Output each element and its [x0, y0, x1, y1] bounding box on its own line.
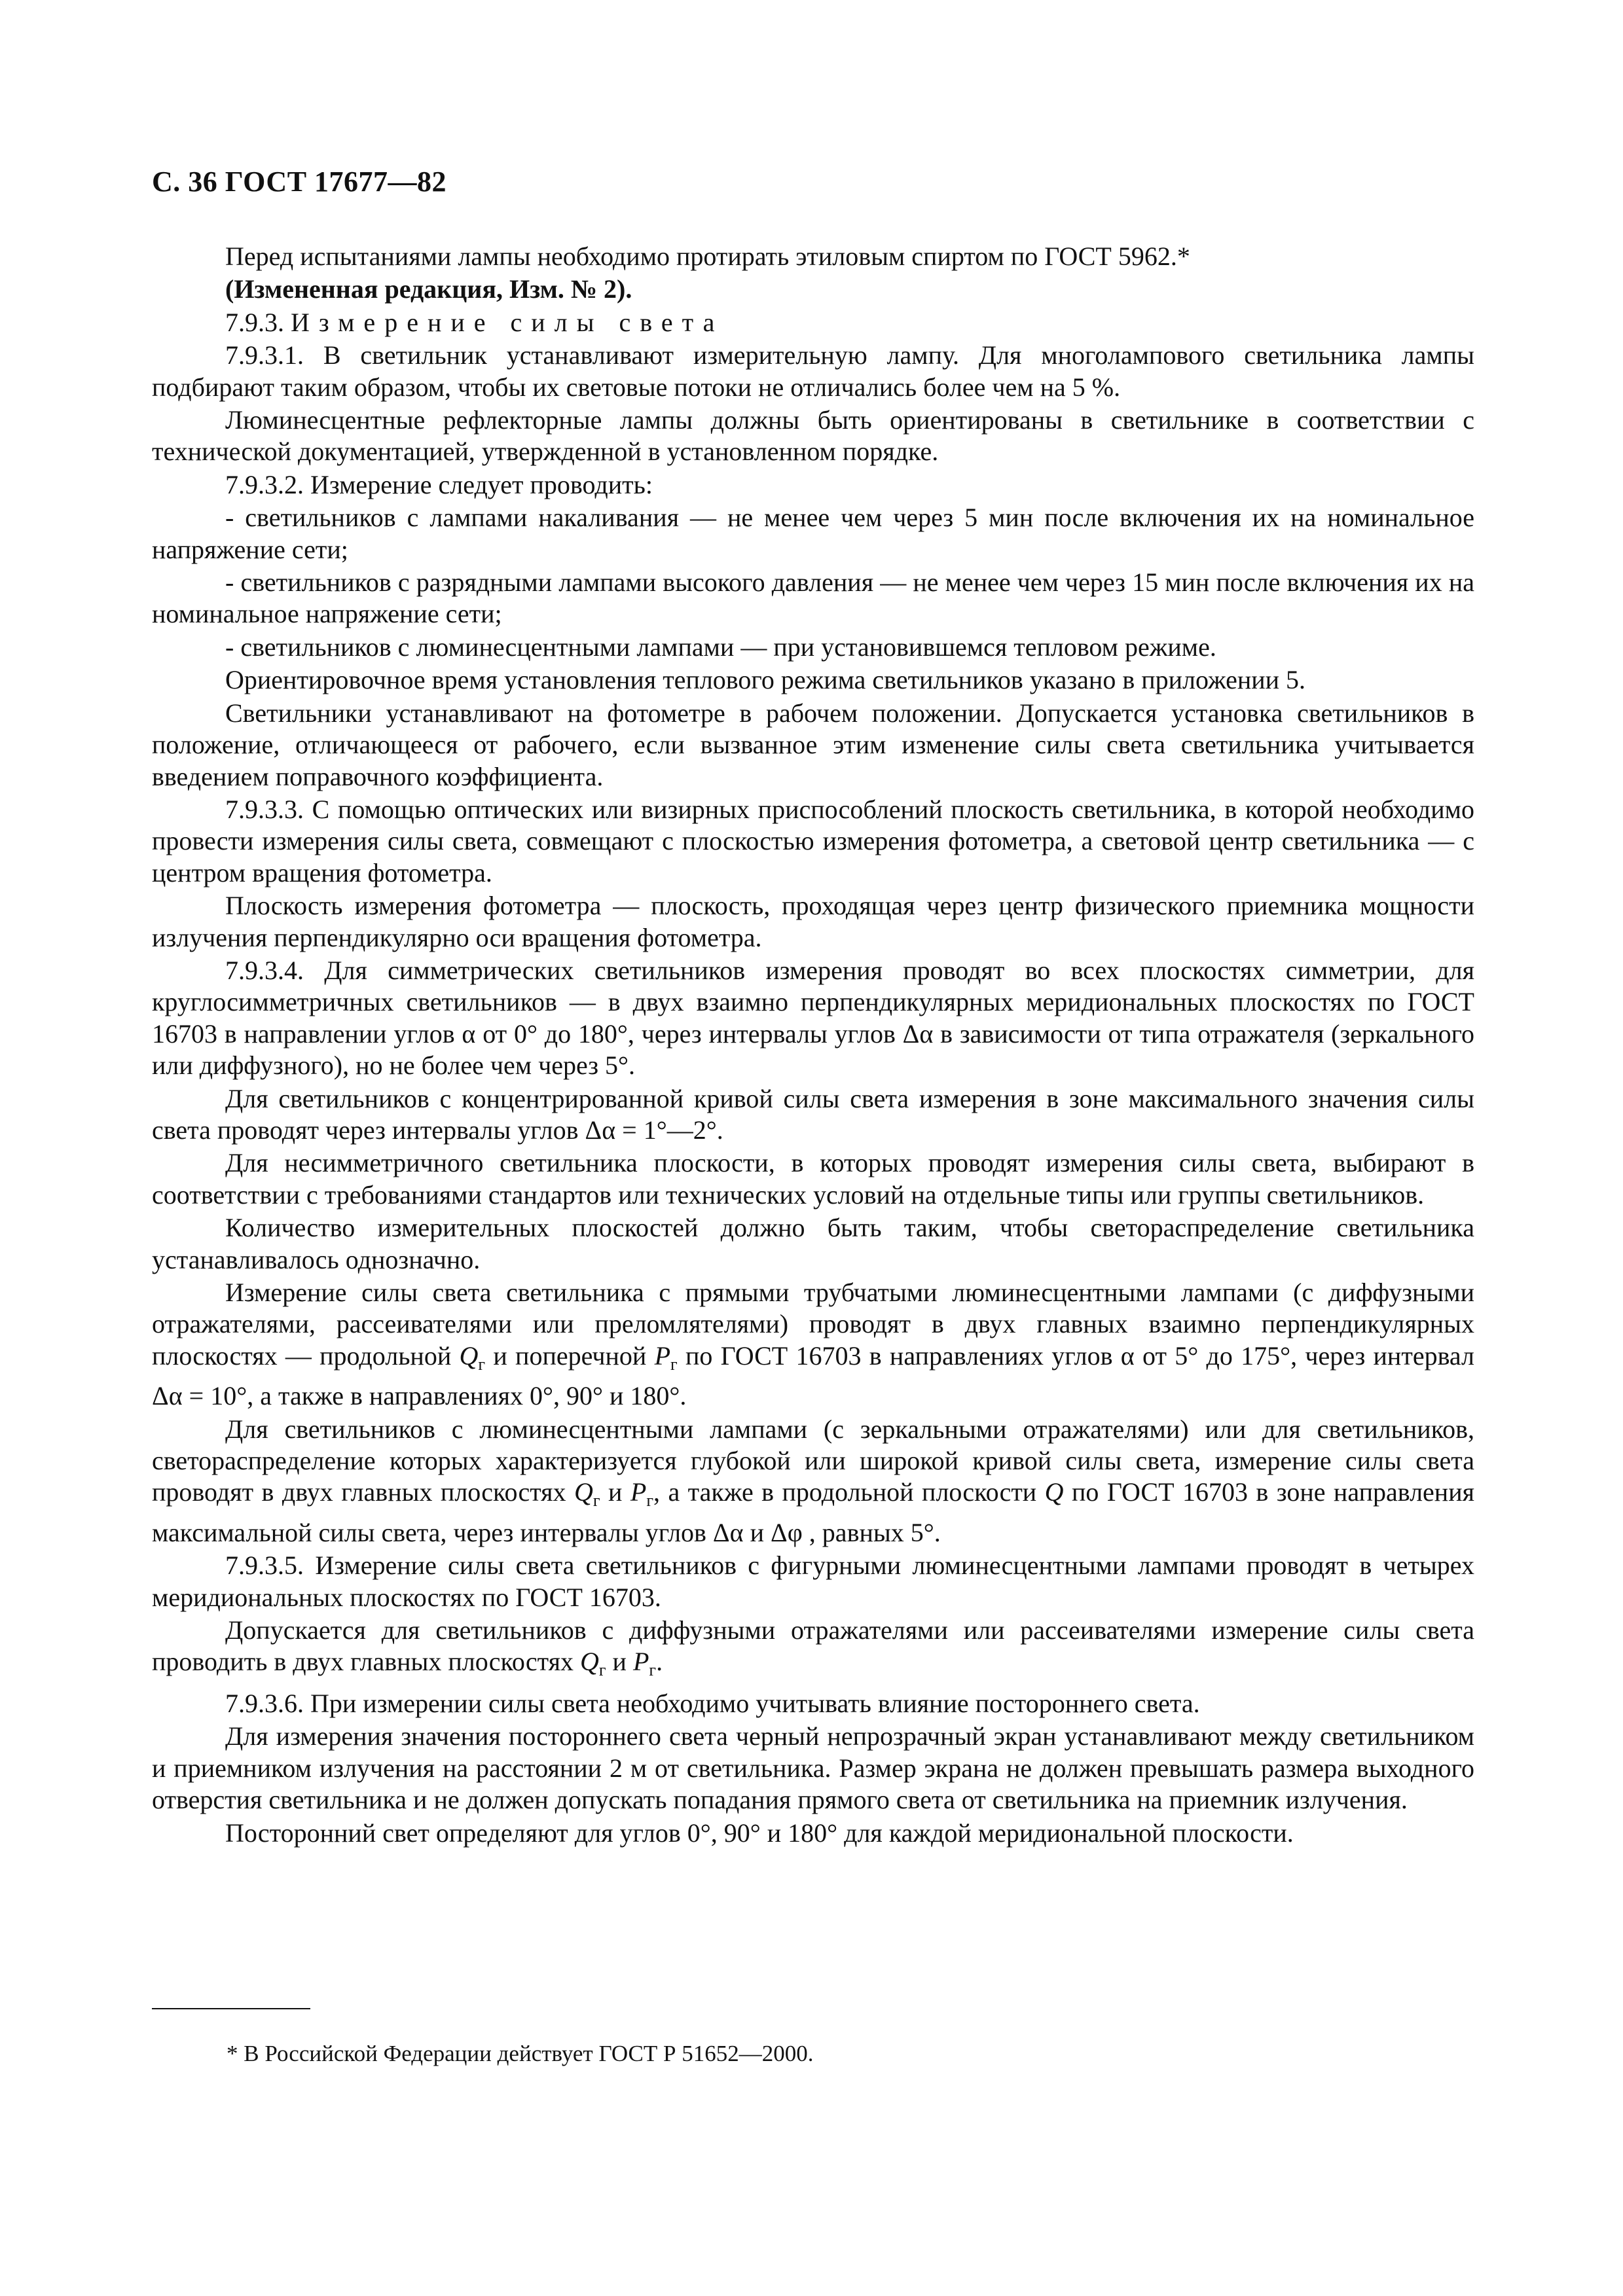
symbol-p: P — [630, 1477, 647, 1507]
document-body — [152, 241, 1474, 1850]
paragraph: 7.9.3.3. С помощью оптических или визирных приспособлений плоскость светильника, в которой необходимо провести измерения силы света, совмещают с плоскостью измерения фотометра, а световой центр светильника — с центром вращения фотометра. — [152, 794, 1474, 888]
list-item: - светильников с разрядными лампами высокого давления — не менее чем через 15 мин после включения их на номинальное напряжение сети; — [152, 567, 1474, 629]
footnote: * В Российской Федерации действует ГОСТ Р 51652—2000. — [227, 2041, 814, 2066]
symbol-p: P — [632, 1647, 649, 1677]
subscript: г — [646, 1491, 654, 1511]
paragraph — [152, 1277, 1474, 1412]
text-run: Допускается для светильников с диффузными отражателями или рассеивателями измерение силы света проводить в двух главных плоскостях — [152, 1615, 1474, 1677]
text-run: и поперечной — [485, 1340, 655, 1371]
subscript: г — [478, 1354, 486, 1374]
paragraph: Люминесцентные рефлекторные лампы должны быть ориентированы в светильнике в соответствии с технической документацией, утвержденной в установленном порядке. — [152, 405, 1474, 467]
list-item: - светильников с люминесцентными лампами — при установившемся тепловом режиме. — [225, 632, 1216, 662]
section-number: 7.9.3. — [225, 307, 284, 337]
symbol-q: Q — [574, 1477, 593, 1507]
paragraph: Ориентировочное время установления теплового режима светильников указано в приложении 5. — [225, 665, 1306, 695]
paragraph: Для несимметричного светильника плоскости, в которых проводят измерения силы света, выбирают в соответствии с требованиями стандартов или технических условий на отдельные типы или группы светильников. — [152, 1148, 1474, 1210]
amendment-note: (Измененная редакция, Изм. № 2). — [225, 274, 632, 304]
paragraph: Светильники устанавливают на фотометре в рабочем положении. Допускается установка светильников в положение, отличающееся от рабочего, если вызванное этим изменение силы света светильника учитывается введением поправочного коэффициента. — [152, 698, 1474, 791]
footnote-divider — [152, 2008, 310, 2009]
text-run: по ГОСТ 16703 в зоне направления максимальной силы света, через интервалы углов Δα и Δφ , равных 5°. — [152, 1477, 1475, 1547]
paragraph — [152, 1414, 1474, 1549]
paragraph: Плоскость измерения фотометра — плоскость, проходящая через центр физического приемника мощности излучения перпендикулярно оси вращения фотометра. — [152, 891, 1474, 952]
symbol-p: P — [654, 1340, 670, 1371]
list-item: - светильников с лампами накаливания — не менее чем через 5 мин после включения их на номинальное напряжение сети; — [152, 503, 1474, 564]
paragraph: 7.9.3.4. Для симметрических светильников измерения проводят во всех плоскостях симметрии, для круглосимметричных светильников — в двух взаимно перпендикулярных меридиональных плоскостях по ГОСТ 16703 в направлении углов α от 0° до 180°, через интервалы углов Δα в зависимости от типа отражателя (зеркального или диффузного), но не более чем через 5°. — [152, 955, 1474, 1081]
paragraph: Количество измерительных плоскостей должно быть таким, чтобы светораспределение светильника устанавливалось однозначно. — [152, 1213, 1474, 1274]
paragraph: Для светильников с концентрированной кривой силы света измерения в зоне максимального значения силы света проводят через интервалы углов Δα = 1°—2°. — [152, 1083, 1474, 1145]
paragraph: Перед испытаниями лампы необходимо протирать этиловым спиртом по ГОСТ 5962.* — [225, 242, 1190, 271]
text-run: и — [606, 1647, 633, 1677]
symbol-q: Q — [1044, 1477, 1064, 1507]
subscript: г — [598, 1660, 606, 1680]
page-header: С. 36 ГОСТ 17677—82 — [152, 166, 447, 198]
paragraph: 7.9.3.2. Измерение следует проводить: — [225, 469, 653, 499]
symbol-q: Q — [459, 1340, 479, 1371]
text-run: по ГОСТ 16703 в направлениях углов α от 5° до 175°, через интервал Δα = 10°, а также в направлениях 0°, 90° и 180°. — [152, 1340, 1474, 1411]
paragraph — [152, 1615, 1474, 1687]
section-title: Измерение силы света — [291, 307, 724, 337]
text-run: и — [600, 1477, 630, 1507]
subscript: г — [593, 1491, 600, 1511]
section-heading — [152, 307, 1474, 338]
text-run: Для светильников с люминесцентными лампами (с зеркальными отражателями) или для светильников, светораспределение которых характеризуется глубокой или широкой кривой силы света, измерение силы света проводят в двух главных плоскостях — [152, 1414, 1474, 1507]
text-run: Измерение силы света светильника с прямыми трубчатыми люминесцентными лампами (с диффузными отражателями, рассеивателями или преломлятелями) проводят в двух главных взаимно перпендикулярных плоскостях — продольной — [152, 1278, 1474, 1371]
text-run: . — [656, 1647, 663, 1677]
paragraph: 7.9.3.1. В светильник устанавливают измерительную лампу. Для многолампового светильника лампы подбирают таким образом, чтобы их световые потоки не отличались более чем на 5 %. — [152, 340, 1474, 402]
text-run: , а также в продольной плоскости — [653, 1477, 1045, 1507]
subscript: г — [649, 1660, 657, 1680]
symbol-q: Q — [579, 1647, 599, 1677]
paragraph: 7.9.3.5. Измерение силы света светильников с фигурными люминесцентными лампами проводят в четырех меридиональных плоскостях по ГОСТ 16703. — [152, 1551, 1474, 1612]
subscript: г — [670, 1354, 678, 1374]
paragraph: 7.9.3.6. При измерении силы света необходимо учитывать влияние постороннего света. — [225, 1688, 1200, 1718]
paragraph: Для измерения значения постороннего света черный непрозрачный экран устанавливают между светильником и приемником излучения на расстоянии 2 м от светильника. Размер экрана не должен превышать размера выходного отверстия светильника и не должен допускать попадания прямого света от светильника на приемник излучения. — [152, 1721, 1474, 1815]
paragraph: Посторонний свет определяют для углов 0°, 90° и 180° для каждой меридиональной плоскости. — [225, 1818, 1294, 1848]
